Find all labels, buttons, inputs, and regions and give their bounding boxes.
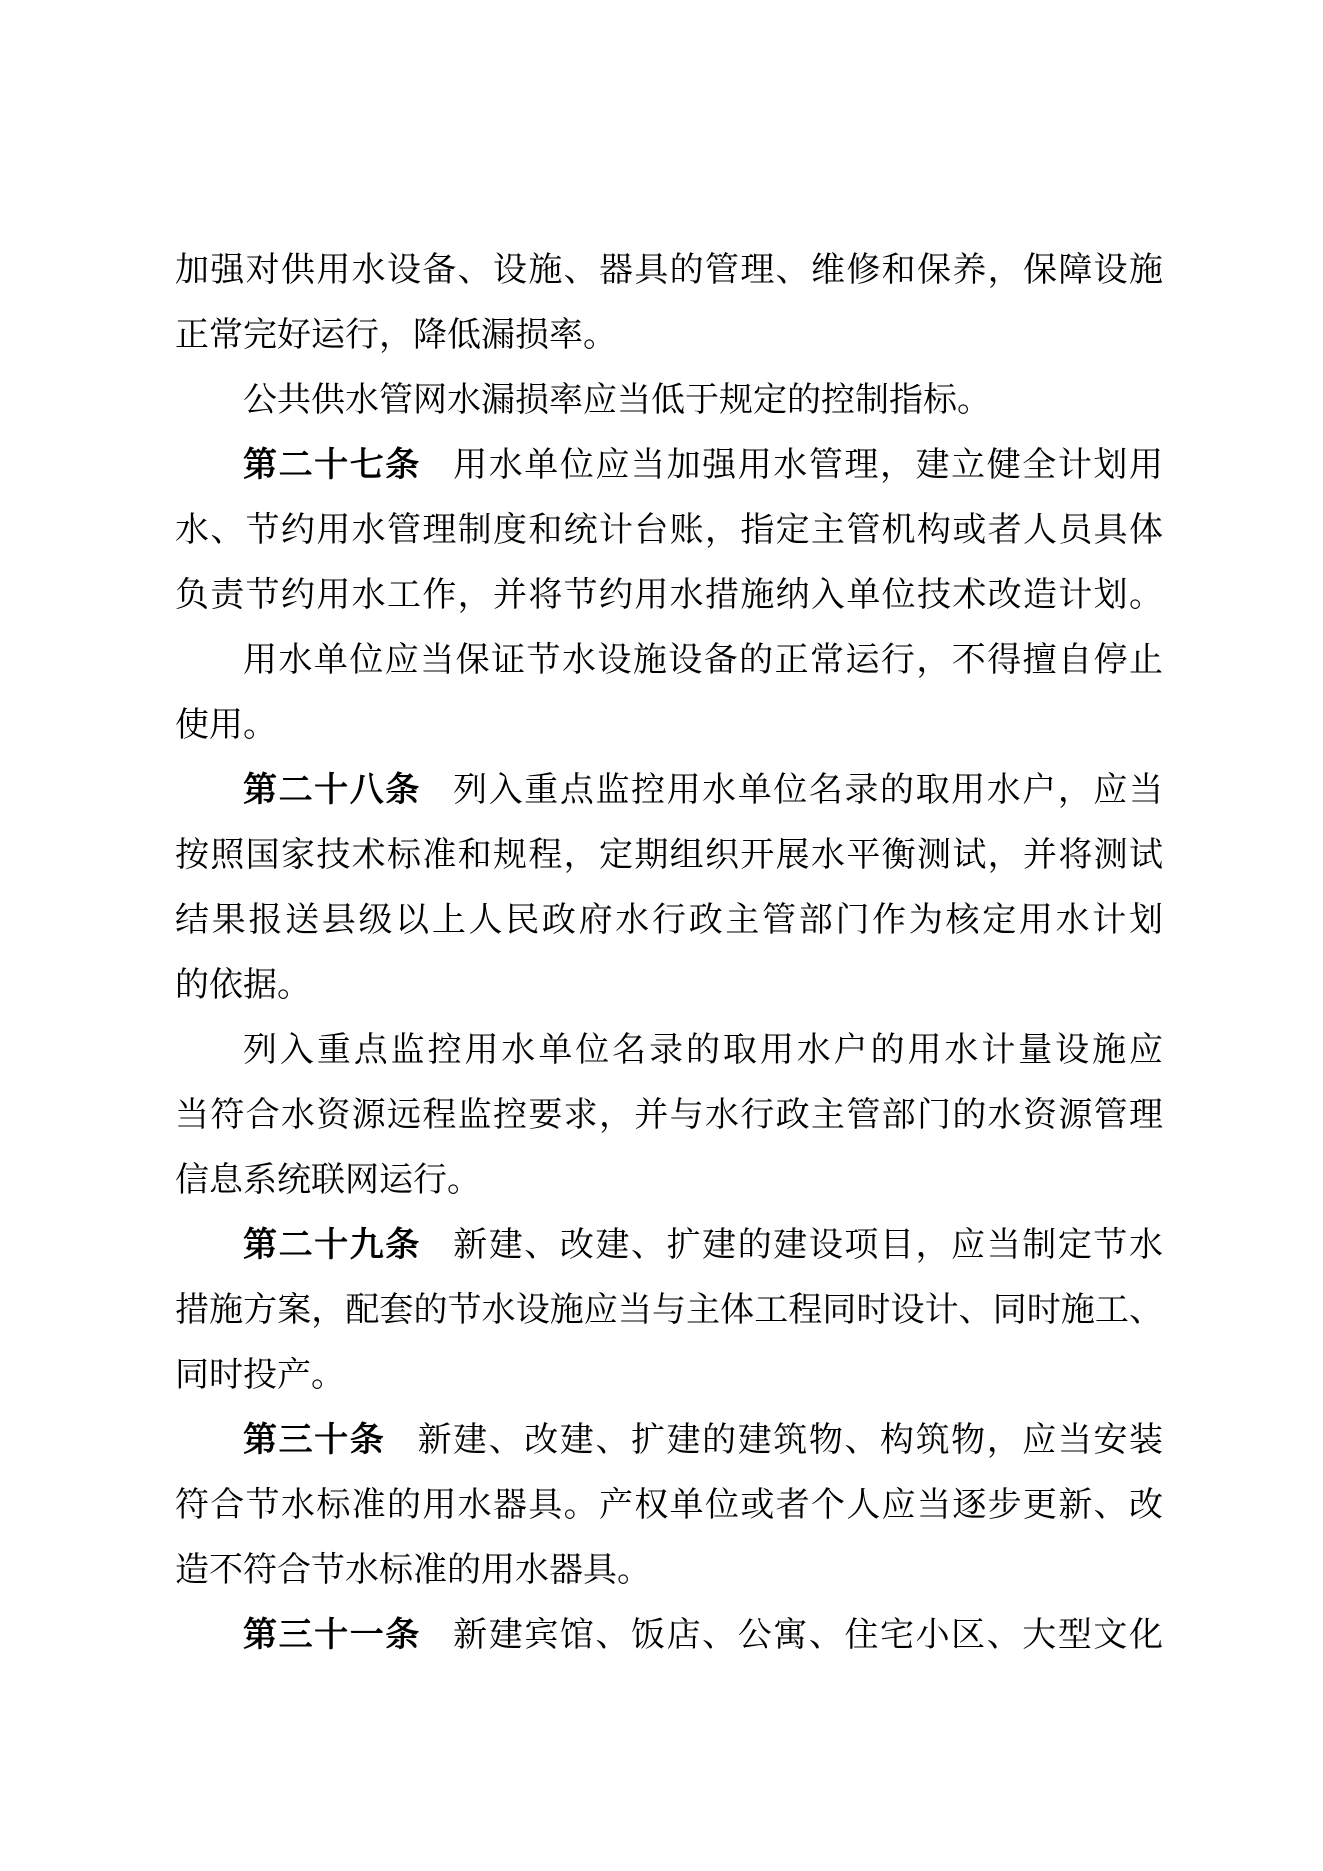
text-line (175, 1408, 1163, 1473)
article-number: 第二十七条 (243, 447, 421, 484)
text-block (175, 238, 1163, 1668)
text-line (175, 1018, 1163, 1083)
article-number: 第二十九条 (243, 1227, 421, 1264)
text-line (175, 1343, 1163, 1408)
line-text: 列入重点监控用水单位名录的取用水户的用水计量设施应 (243, 1032, 1163, 1069)
line-text: 使用。 (175, 707, 277, 744)
line-text: 同时投产。 (175, 1357, 345, 1394)
text-line (175, 758, 1163, 823)
line-text: 造不符合节水标准的用水器具。 (175, 1552, 651, 1589)
text-line (175, 238, 1163, 303)
article-number: 第二十八条 (243, 772, 421, 809)
line-text: 新建、改建、扩建的建筑物、构筑物，应当安装 (417, 1422, 1164, 1459)
line-text: 正常完好运行，降低漏损率。 (175, 317, 617, 354)
text-line (175, 1278, 1163, 1343)
line-text: 用水单位应当加强用水管理，建立健全计划用 (453, 447, 1164, 484)
line-text: 按照国家技术标准和规程，定期组织开展水平衡测试，并将测试 (175, 837, 1163, 874)
text-line (175, 498, 1163, 563)
text-line (175, 368, 1163, 433)
line-text: 符合节水标准的用水器具。产权单位或者个人应当逐步更新、改 (175, 1487, 1163, 1524)
line-text: 新建、改建、扩建的建设项目，应当制定节水 (453, 1227, 1164, 1264)
line-text: 加强对供用水设备、设施、器具的管理、维修和保养，保障设施 (175, 252, 1163, 289)
text-line (175, 1148, 1163, 1213)
text-line (175, 693, 1163, 758)
text-line (175, 823, 1163, 888)
text-line (175, 1083, 1163, 1148)
line-text: 用水单位应当保证节水设施设备的正常运行，不得擅自停止 (243, 642, 1163, 679)
text-line (175, 1473, 1163, 1538)
line-text: 当符合水资源远程监控要求，并与水行政主管部门的水资源管理 (175, 1097, 1163, 1134)
line-text: 措施方案，配套的节水设施应当与主体工程同时设计、同时施工、 (175, 1292, 1163, 1329)
text-line (175, 1538, 1163, 1603)
text-line (175, 303, 1163, 368)
article-number: 第三十一条 (243, 1617, 421, 1654)
line-text: 负责节约用水工作，并将节约用水措施纳入单位技术改造计划。 (175, 577, 1163, 614)
line-text: 水、节约用水管理制度和统计台账，指定主管机构或者人员具体 (175, 512, 1163, 549)
line-text: 公共供水管网水漏损率应当低于规定的控制指标。 (243, 382, 991, 419)
text-line (175, 433, 1163, 498)
text-line (175, 1603, 1163, 1668)
text-line (175, 628, 1163, 693)
line-text: 的依据。 (175, 967, 311, 1004)
article-number: 第三十条 (243, 1422, 386, 1459)
line-text: 列入重点监控用水单位名录的取用水户，应当 (453, 772, 1164, 809)
text-line (175, 1213, 1163, 1278)
line-text: 新建宾馆、饭店、公寓、住宅小区、大型文化 (453, 1617, 1164, 1654)
text-line (175, 953, 1163, 1018)
line-text: 信息系统联网运行。 (175, 1162, 481, 1199)
text-line (175, 563, 1163, 628)
text-line (175, 888, 1163, 953)
line-text: 结果报送县级以上人民政府水行政主管部门作为核定用水计划 (175, 902, 1163, 939)
